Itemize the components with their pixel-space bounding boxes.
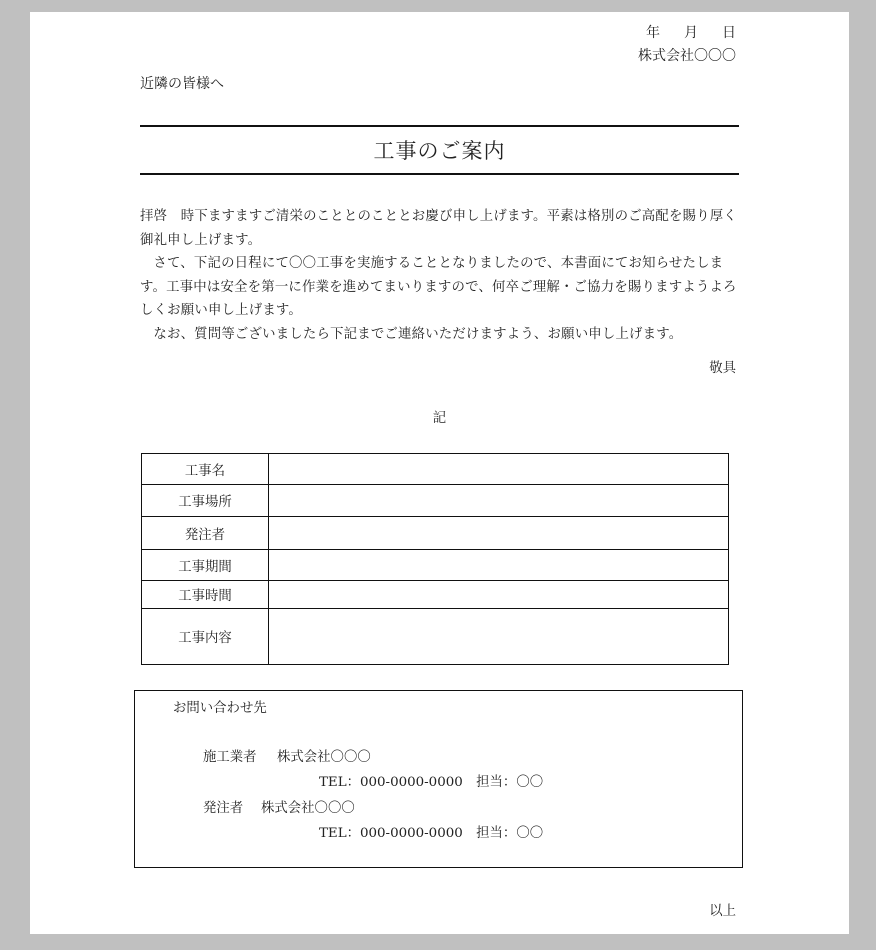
details-table	[141, 453, 729, 665]
row-value	[269, 609, 729, 665]
client-tel: TEL：000-0000-0000 担当：〇〇	[319, 826, 544, 841]
table-row	[142, 517, 729, 550]
notice-paragraph: さて、下記の日程にて〇〇工事を実施することとなりましたので、本書面にてお知らせたします。工事中は安全を第一に作業を進めてまいりますので、何卒ご理解・ご協力を賜りますようよろしくお願い申し上げます。	[140, 256, 737, 319]
title-rule-top	[140, 125, 739, 127]
document-title: 工事のご案内	[373, 139, 506, 163]
row-label: 発注者	[142, 517, 269, 550]
row-value	[269, 550, 729, 581]
letter-body	[140, 205, 739, 347]
client-label: 発注者	[203, 801, 244, 816]
ki-heading: 記	[432, 411, 447, 426]
date-day: 日	[722, 25, 736, 41]
row-value	[269, 581, 729, 609]
row-label: 工事期間	[142, 550, 269, 581]
client-company: 株式会社〇〇〇	[261, 801, 355, 816]
document-page	[30, 12, 849, 934]
row-label: 工事内容	[142, 609, 269, 665]
contractor-label: 施工業者	[203, 750, 257, 765]
row-label: 工事時間	[142, 581, 269, 609]
row-value	[269, 485, 729, 517]
title-rule-bottom	[140, 173, 739, 175]
row-value	[269, 517, 729, 550]
contractor-company: 株式会社〇〇〇	[277, 750, 371, 765]
table-row	[142, 550, 729, 581]
ending-word: 以上	[709, 904, 736, 919]
row-label: 工事名	[142, 454, 269, 485]
table-row	[142, 454, 729, 485]
sender-company: 株式会社〇〇〇	[638, 48, 736, 64]
table-row	[142, 609, 729, 665]
contact-heading: お問い合わせ先	[173, 701, 267, 716]
greeting-paragraph: 拝啓 時下ますますご清栄のこととのこととお慶び申し上げます。平素は格別のご高配を賜り厚く御礼申し上げます。	[140, 209, 737, 248]
table-row	[142, 485, 729, 517]
date-year: 年	[646, 25, 660, 41]
date-line	[646, 22, 736, 42]
row-label: 工事場所	[142, 485, 269, 517]
row-value	[269, 454, 729, 485]
date-month: 月	[684, 25, 698, 41]
closing-word: 敬具	[709, 361, 736, 376]
recipient: 近隣の皆様へ	[140, 76, 224, 92]
contractor-tel: TEL：000-0000-0000 担当：〇〇	[319, 775, 544, 790]
inquiry-paragraph: なお、質問等ございましたら下記までご連絡いただけますよう、お願い申し上げます。	[153, 326, 683, 342]
table-row	[142, 581, 729, 609]
contact-box	[134, 690, 743, 868]
